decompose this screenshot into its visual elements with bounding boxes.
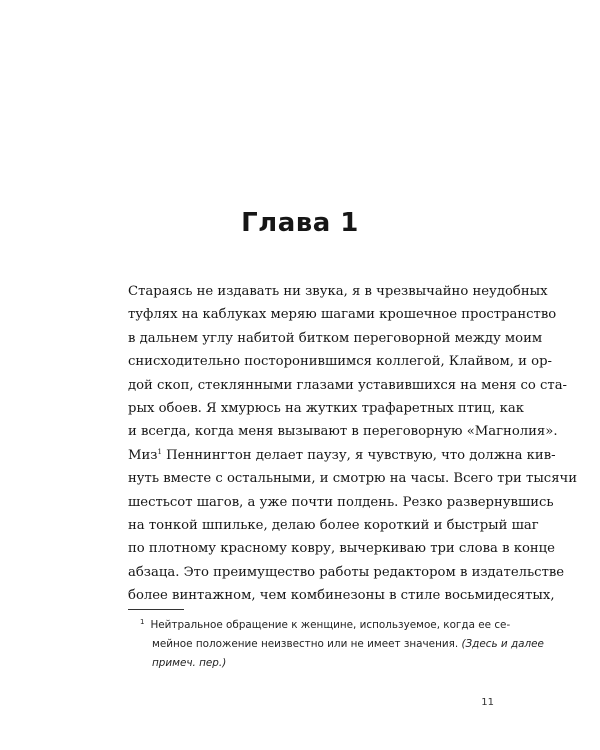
text-line-14: более винтажном, чем комбинезоны в стиле восьмидесятых, <box>128 588 555 604</box>
text-line-2: туфлях на каблуках меряю шагами крошечное пространство <box>128 307 557 323</box>
footnote-text-1: Нейтральное обращение к женщине, используемое, когда ее се- <box>150 619 511 631</box>
text-line-1: Стараясь не издавать ни звука, я в чрезвычайно неудобных <box>128 284 548 299</box>
text-line-4: снисходительно посторонившимся коллегой, Клайвом, и ор- <box>128 354 552 370</box>
text-line-6: рых обоев. Я хмурюсь на жутких трафаретных птиц, как <box>128 400 524 416</box>
body-text <box>128 280 578 607</box>
text-line-5: дой скоп, стеклянными глазами уставившихся на меня со ста- <box>128 377 568 393</box>
footnote-divider <box>128 609 184 610</box>
text-line-12: по плотному красному ковру, вычеркиваю три слова в конце <box>128 541 555 557</box>
page-number: 11 <box>481 697 494 708</box>
text-line-10: шестьсот шагов, а уже почти полдень. Резко развернувшись <box>128 494 554 510</box>
text-line-7: и всегда, когда меня вызывают в переговорную «Магнолия». <box>128 424 558 440</box>
footnote-text-2: мейное положение неизвестно или не имеет значения. <box>152 638 462 650</box>
text-line-11: на тонкой шпильке, делаю более короткий и быстрый шаг <box>128 517 539 533</box>
footnote-line-2 <box>128 635 544 654</box>
footnote-line-3: примеч. пер.) <box>152 657 227 669</box>
text-line-8-prefix: Миз <box>128 447 158 463</box>
text-line-13: абзаца. Это преимущество работы редактором в издательстве <box>128 564 565 580</box>
text-line-3: в дальнем углу набитой битком переговорной между моим <box>128 330 543 346</box>
chapter-title: Глава 1 <box>241 208 359 238</box>
footnote-number: 1 <box>140 618 145 626</box>
text-line-8 <box>128 444 556 467</box>
text-line-9: нуть вместе с остальными, и смотрю на часы. Всего три тысячи <box>128 471 578 487</box>
text-line-8-rest: Пеннингтон делает паузу, я чувствую, что должна кив- <box>166 447 556 463</box>
footnote-line-1 <box>128 616 511 635</box>
footnote-marker[interactable]: 1 <box>157 447 162 456</box>
footnote <box>128 616 544 673</box>
footnote-text-2-italic: (Здесь и далее <box>461 638 544 650</box>
